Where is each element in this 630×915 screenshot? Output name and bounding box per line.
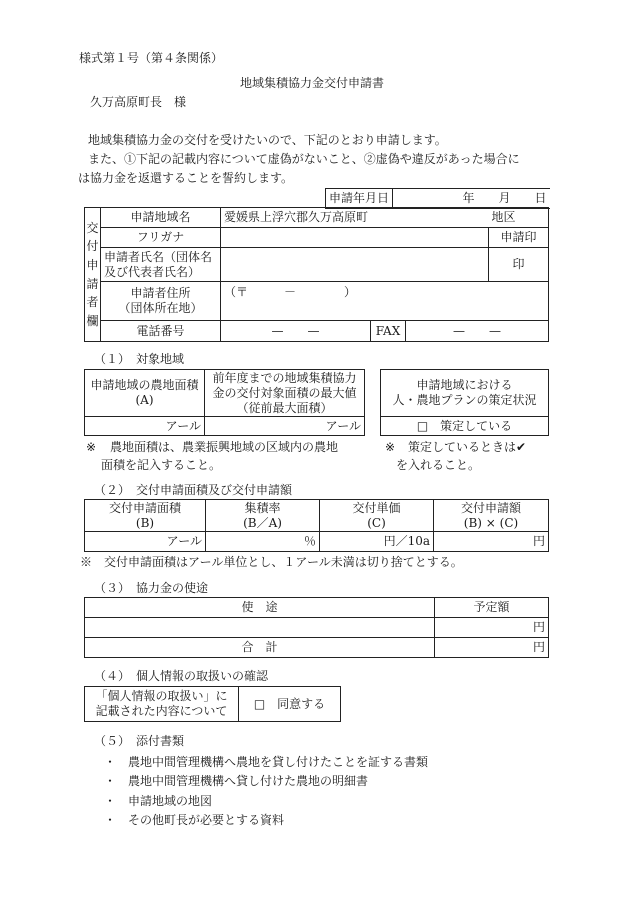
date-label: 申請年月日 <box>326 189 393 209</box>
privacy-consent-table <box>84 686 341 722</box>
concentration-rate-header: 集積率 (B／A) <box>206 500 320 532</box>
address-input[interactable] <box>221 282 549 321</box>
farmland-area-header: 申請地域の農地面積 (A) <box>85 370 205 417</box>
postal-code: （〒 － ） <box>224 285 357 299</box>
section2-note: ※ 交付申請面積はアール単位とし、１アール未満は切り捨てとする。 <box>80 555 463 569</box>
plan-established-checkbox[interactable]: □ 策定している <box>381 417 549 436</box>
consent-checkbox[interactable]: □ 同意する <box>239 687 341 722</box>
attachment-item: ・ 申請地域の地図 <box>104 794 213 808</box>
name-input[interactable] <box>221 248 489 282</box>
section1-note-line-2: 面積を記入すること。 <box>101 458 222 472</box>
form-number: 様式第１号（第４条関係） <box>79 51 224 65</box>
section2-heading: （２） 交付申請面積及び交付申請額 <box>94 483 293 497</box>
applied-amount-header: 交付申請額 (B) × (C) <box>434 500 549 532</box>
phone-input[interactable]: — — <box>221 321 371 342</box>
section1-heading: （１） 対象地域 <box>94 352 185 366</box>
concentration-rate-input[interactable]: ％ <box>206 532 320 552</box>
fax-label: FAX <box>371 321 406 342</box>
farm-plan-table <box>380 369 549 436</box>
plan-note-line-2: を入れること。 <box>396 458 481 472</box>
application-date-table <box>325 188 550 209</box>
phone-label: 電話番号 <box>101 321 221 342</box>
farmland-area-input[interactable]: アール <box>85 417 205 436</box>
plan-note-line-1: 策定しているときは✔ <box>408 440 527 454</box>
attachment-item: ・ 農地中間管理機構へ農地を貸し付けたことを証する書類 <box>104 755 429 769</box>
fax-input[interactable]: — — <box>406 321 549 342</box>
section1-note-mark: ※ <box>86 440 97 454</box>
total-label: 合 計 <box>85 638 435 658</box>
name-label: 申請者氏名（団体名 及び代表者氏名） <box>101 248 221 282</box>
attachment-item: ・ 農地中間管理機構へ貸し付けた農地の明細書 <box>104 774 369 788</box>
total-amount-input[interactable]: 円 <box>435 638 549 658</box>
intro-line-3: は協力金を返還することを誓約します。 <box>78 171 294 185</box>
address-label: 申請者住所 （団体所在地） <box>101 282 221 321</box>
seal-label: 申請印 <box>489 228 549 248</box>
district-label: 地区 <box>489 208 549 228</box>
privacy-label: 「個人情報の取扱い」に 記載された内容について <box>85 687 239 722</box>
previous-max-area-header: 前年度までの地域集積協力 金の交付対象面積の最大値 （従前最大面積） <box>205 370 365 417</box>
usage-input[interactable] <box>85 618 435 638</box>
addressee: 久万高原町長 様 <box>90 95 187 109</box>
unit-price-header: 交付単価 (C) <box>320 500 434 532</box>
region-value: 愛媛県上浮穴郡久万高原町 <box>221 208 489 228</box>
furigana-input[interactable] <box>221 228 489 248</box>
application-amount-table <box>84 499 549 552</box>
form-title: 地域集積協力金交付申請書 <box>240 76 385 90</box>
fund-usage-table <box>84 597 549 658</box>
unit-price-input[interactable]: 円／10a <box>320 532 434 552</box>
usage-header: 使 途 <box>85 598 435 618</box>
applicant-table <box>84 207 549 342</box>
applied-area-input[interactable]: アール <box>85 532 206 552</box>
date-input[interactable]: 年 月 日 <box>393 189 550 209</box>
applicant-side-label: 交 付 申 請 者 欄 <box>85 208 101 342</box>
plan-note-mark: ※ <box>385 440 396 454</box>
seal-mark: 印 <box>489 248 549 282</box>
section4-heading: （４） 個人情報の取扱いの確認 <box>94 669 269 683</box>
region-label: 申請地域名 <box>101 208 221 228</box>
previous-max-area-input[interactable]: アール <box>205 417 365 436</box>
intro-line-2: また、①下記の記載内容について虚偽がないこと、②虚偽や違反があった場合に <box>88 152 520 166</box>
applied-amount-input[interactable]: 円 <box>434 532 549 552</box>
section3-heading: （３） 協力金の使途 <box>94 581 209 595</box>
attachment-item: ・ その他町長が必要とする資料 <box>104 813 285 827</box>
applied-area-header: 交付申請面積 (B) <box>85 500 206 532</box>
farm-plan-header: 申請地域における 人・農地プランの策定状況 <box>381 370 549 417</box>
section1-note-line-1: 農地面積は、農業振興地域の区域内の農地 <box>110 440 339 454</box>
furigana-label: フリガナ <box>101 228 221 248</box>
section5-heading: （５） 添付書類 <box>94 734 185 748</box>
target-area-table <box>84 369 365 436</box>
planned-amount-header: 予定額 <box>435 598 549 618</box>
planned-amount-input[interactable]: 円 <box>435 618 549 638</box>
intro-line-1: 地域集積協力金の交付を受けたいので、下記のとおり申請します。 <box>88 133 447 147</box>
